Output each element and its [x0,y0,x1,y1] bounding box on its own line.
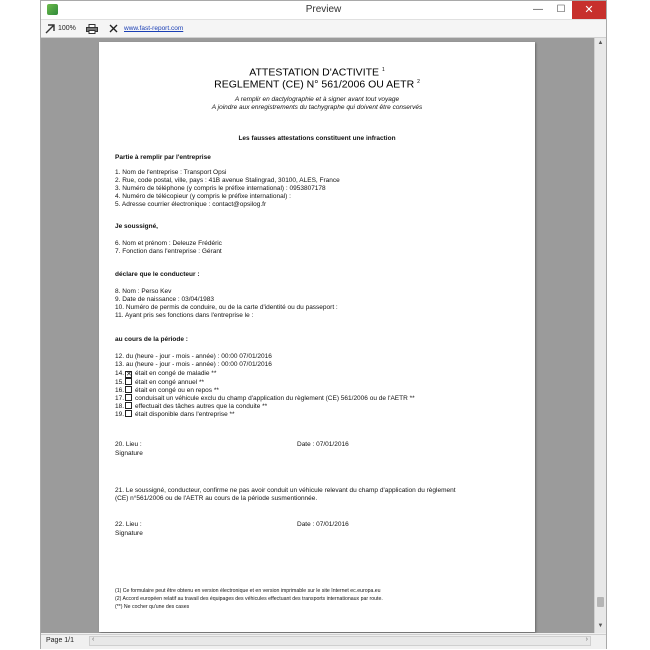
checkbox-label: était en congé annuel ** [135,379,205,386]
close-window-button[interactable]: ✕ [572,1,606,19]
checkbox-number: 15. [115,379,125,386]
checkbox-number: 19. [115,411,125,418]
close-icon [109,24,118,33]
checkbox-label: était en congé ou en repos ** [135,387,219,394]
driver-line: 9. Date de naissance : 03/04/1983 [115,296,215,303]
close-preview-button[interactable] [109,23,118,34]
place-field: 22. Lieu : [115,521,142,528]
scroll-right-icon[interactable]: › [585,636,588,643]
instruction-2: A joindre aux enregistrements du tachygraphe qui doivent être conservés [211,104,423,111]
preview-area [41,38,594,633]
window-title: Preview [305,4,342,15]
checkbox-label: effectuait des tâches autres que la conduite ** [135,403,268,410]
checkbox[interactable] [125,394,132,401]
company-line: 1. Nom de l'entreprise : Transport Opsi [115,169,227,176]
place-field: 20. Lieu : [115,441,142,448]
section-driver-heading: déclare que le conducteur : [115,271,200,278]
checkbox-number: 16. [115,387,125,394]
warning-text: Les fausses attestations constituent une infraction [238,135,396,142]
printer-icon [86,24,98,34]
horizontal-scrollbar[interactable] [89,636,591,646]
title-bar [41,1,606,20]
title-1-text: ATTESTATION D'ACTIVITE [249,66,380,79]
document-title-2 [115,76,519,91]
footnote: (**) Ne cocher qu'une des cases [115,604,190,610]
company-line: 3. Numéro de téléphone (y compris le préfixe international) : 0953807178 [115,185,326,192]
scroll-down-icon[interactable]: ▼ [597,623,604,629]
title-2-text: REGLEMENT (CE) N° 561/2006 OU AETR [214,78,415,91]
toolbar [41,20,606,38]
company-line: 2. Rue, code postal, ville, pays : 41B avenue Stalingrad, 30100, ALES, France [115,177,340,184]
section-period-heading: au cours de la période : [115,336,188,343]
checkbox[interactable]: ✕ [126,371,132,378]
period-line: 13. au (heure - jour - mois - année) : 00:00 07/01/2016 [115,361,272,368]
signer-line: 7. Fonction dans l'entreprise : Gérant [115,248,222,255]
print-button[interactable] [86,23,98,34]
preview-window [40,0,607,649]
section-signer-heading: Je soussigné, [115,223,158,230]
scrollbar-thumb[interactable] [597,597,604,607]
company-line: 5. Adresse courrier électronique : contact@opsilog.fr [115,201,267,208]
date-field: Date : 07/01/2016 [297,441,349,448]
date-field: Date : 07/01/2016 [297,521,349,528]
minimize-button[interactable]: — [533,4,543,15]
instruction-1: A remplir en dactylographie et à signer avant tout voyage [234,96,400,103]
document-page [99,42,535,632]
scroll-left-icon[interactable]: ‹ [92,636,95,643]
footnote: (2) Accord européen relatif au travail des équipages des véhicules effectuant des transports internationaux par route. [115,596,383,602]
fastreport-link[interactable]: www.fast-report.com [124,25,184,32]
period-line: 12. du (heure - jour - mois - année) : 00:00 07/01/2016 [115,353,272,360]
checkbox-label: était en congé de maladie ** [135,370,217,377]
section-company-heading: Partie à remplir par l'entreprise [115,154,211,161]
zoom-icon [45,24,56,34]
title-2-footnote-mark: 2 [417,79,420,85]
footnote: (1) Ce formulaire peut être obtenu en version électronique et en version imprimable sur le site Internet ec.europa.eu [115,588,381,594]
checkbox[interactable] [125,410,132,417]
checkbox[interactable] [125,402,132,409]
page-indicator: Page 1/1 [46,637,75,644]
checkbox-row [115,410,235,419]
statement-text: 21. Le soussigné, conducteur, confirme ne pas avoir conduit un véhicule relevant du champ d'application du règlement [115,487,456,494]
checkbox-label: conduisait un véhicule exclu du champ d'application du règlement (CE) 561/2006 ou de l'AETR ** [135,395,415,402]
status-bar [41,634,606,649]
checkbox-number: 17. [115,395,125,402]
signer-line: 6. Nom et prénom : Deleuze Frédéric [115,240,222,247]
zoom-button[interactable] [45,23,76,34]
statement-text: (CE) n°561/2006 ou de l'AETR au cours de la période susmentionnée. [115,495,318,502]
driver-line: 10. Numéro de permis de conduire, ou de la carte d'identité ou du passeport : [115,304,338,311]
driver-line: 8. Nom : Perso Kev [115,288,172,295]
vertical-scrollbar[interactable] [594,38,606,633]
checkbox[interactable] [125,378,132,385]
checkbox[interactable] [125,386,132,393]
maximize-button[interactable]: ☐ [556,4,566,15]
driver-line: 11. Ayant pris ses fonctions dans l'entreprise le : [115,312,254,319]
zoom-label: 100% [58,25,76,32]
company-line: 4. Numéro de télécopieur (y compris le préfixe international) : [115,193,291,200]
checkbox-number: 18. [115,403,125,410]
checkbox-number: 14. [115,370,125,377]
signature-label: Signature [115,450,143,457]
signature-label: Signature [115,530,143,537]
title-1-footnote-mark: 1 [381,67,385,73]
checkbox-label: était disponible dans l'entreprise ** [135,411,235,418]
scroll-up-icon[interactable]: ▲ [597,40,604,46]
